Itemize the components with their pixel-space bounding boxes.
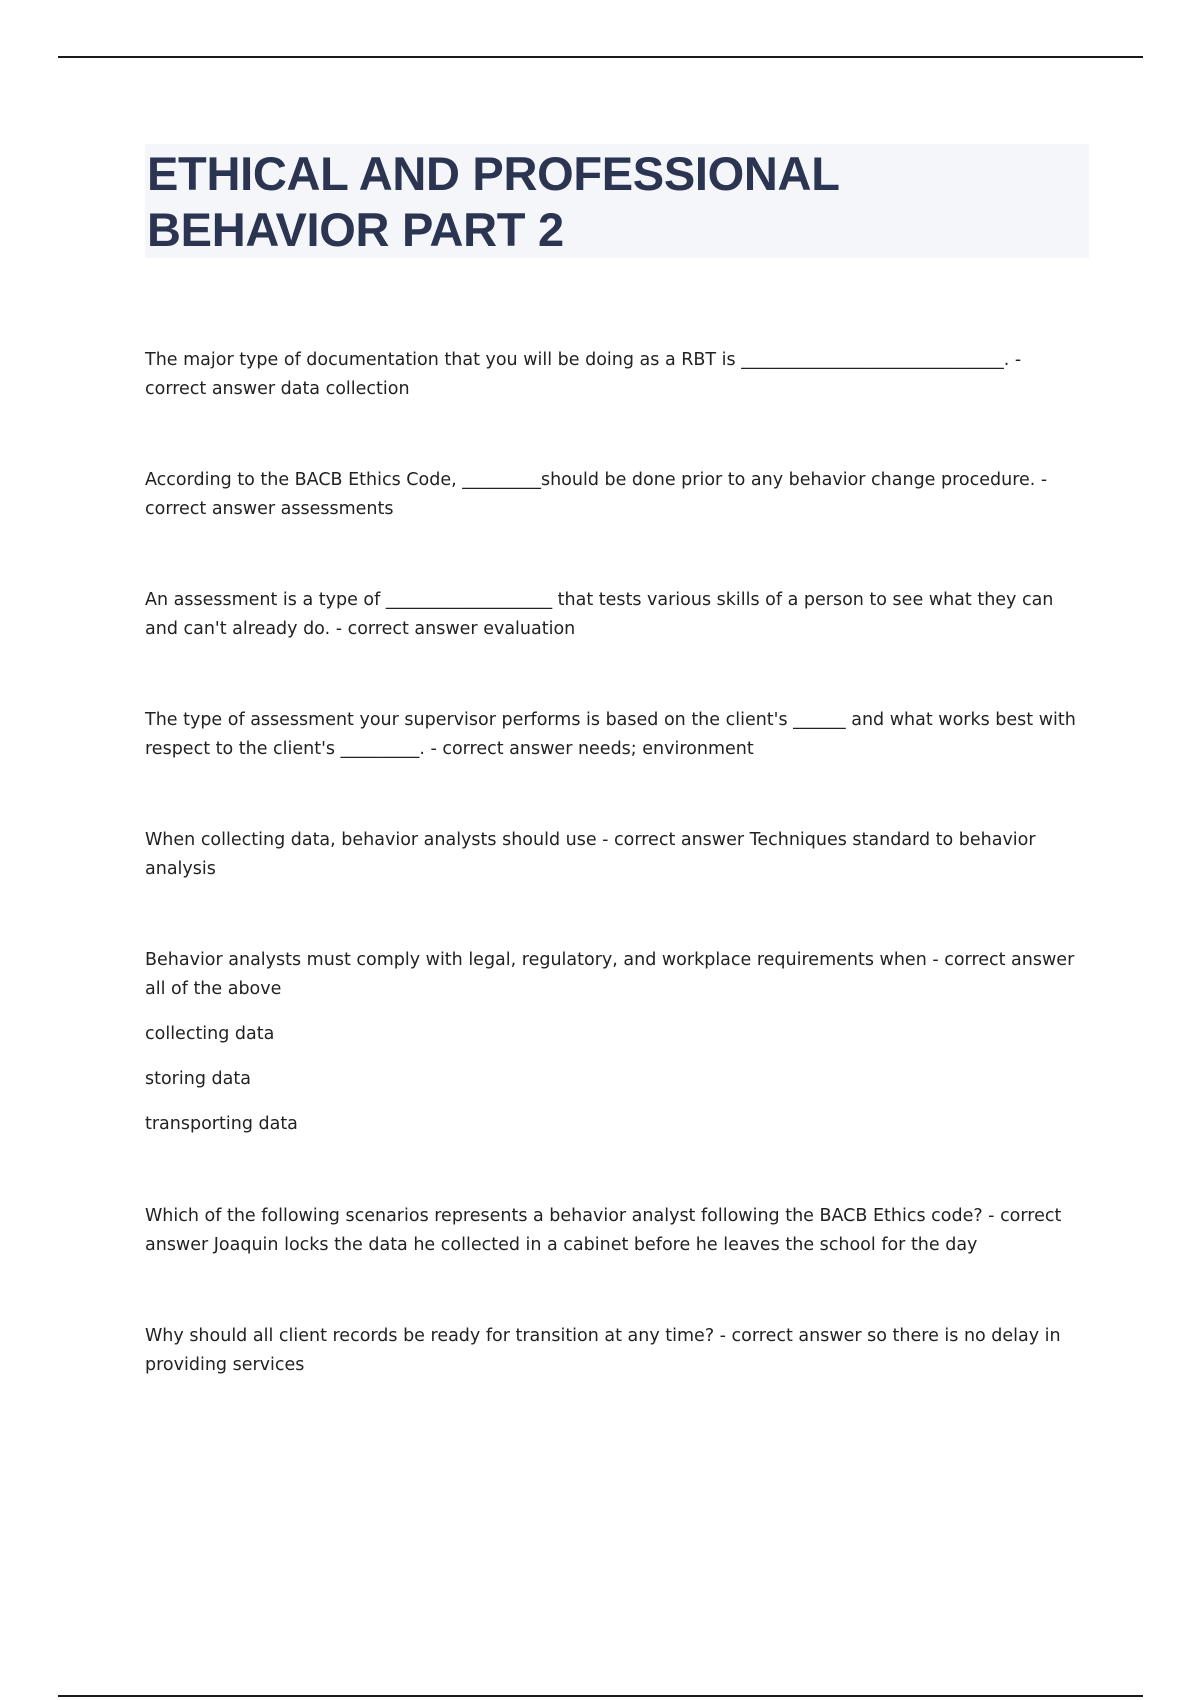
qa-item-1 — [145, 346, 1085, 404]
qa-item-7 — [145, 1202, 1085, 1260]
qa-text: When collecting data, behavior analysts should use - correct answer Techniques standard to behavior analysis — [145, 830, 1036, 879]
document-title — [147, 146, 1089, 258]
qa-item-6 — [145, 946, 1085, 1139]
answer-option: storing data — [145, 1069, 251, 1089]
answer-option: transporting data — [145, 1114, 298, 1134]
qa-text: The type of assessment your supervisor performs is based on the client's ______ and what works best with respect to the client's _________. - correct answer needs; environment — [145, 710, 1076, 759]
qa-item-8 — [145, 1322, 1085, 1380]
qa-item-4 — [145, 706, 1085, 764]
qa-text: Why should all client records be ready for transition at any time? - correct answer so there is no delay in providing services — [145, 1326, 1061, 1375]
qa-text: Behavior analysts must comply with legal, regulatory, and workplace requirements when - correct answer all of the above — [145, 950, 1075, 999]
qa-text: According to the BACB Ethics Code, _________should be done prior to any behavior change procedure. - correct answer assessments — [145, 470, 1048, 519]
qa-text: An assessment is a type of ___________________ that tests various skills of a person to see what they can and can't already do. - correct answer evaluation — [145, 590, 1054, 639]
qa-item-3 — [145, 586, 1085, 644]
qa-item-2 — [145, 466, 1085, 524]
title-line-1: ETHICAL AND PROFESSIONAL — [147, 147, 840, 200]
qa-text: The major type of documentation that you will be doing as a RBT is ______________________________. - correct answer data collection — [145, 350, 1022, 399]
title-line-2: BEHAVIOR PART 2 — [147, 203, 564, 256]
title-banner — [145, 144, 1089, 258]
bottom-rule — [58, 1695, 1143, 1697]
answer-option: collecting data — [145, 1024, 275, 1044]
qa-item-5 — [145, 826, 1085, 884]
top-rule — [58, 56, 1143, 58]
qa-text: Which of the following scenarios represents a behavior analyst following the BACB Ethics code? - correct answer Joaquin locks the data he collected in a cabinet before he leaves the school for the day — [145, 1206, 1062, 1255]
